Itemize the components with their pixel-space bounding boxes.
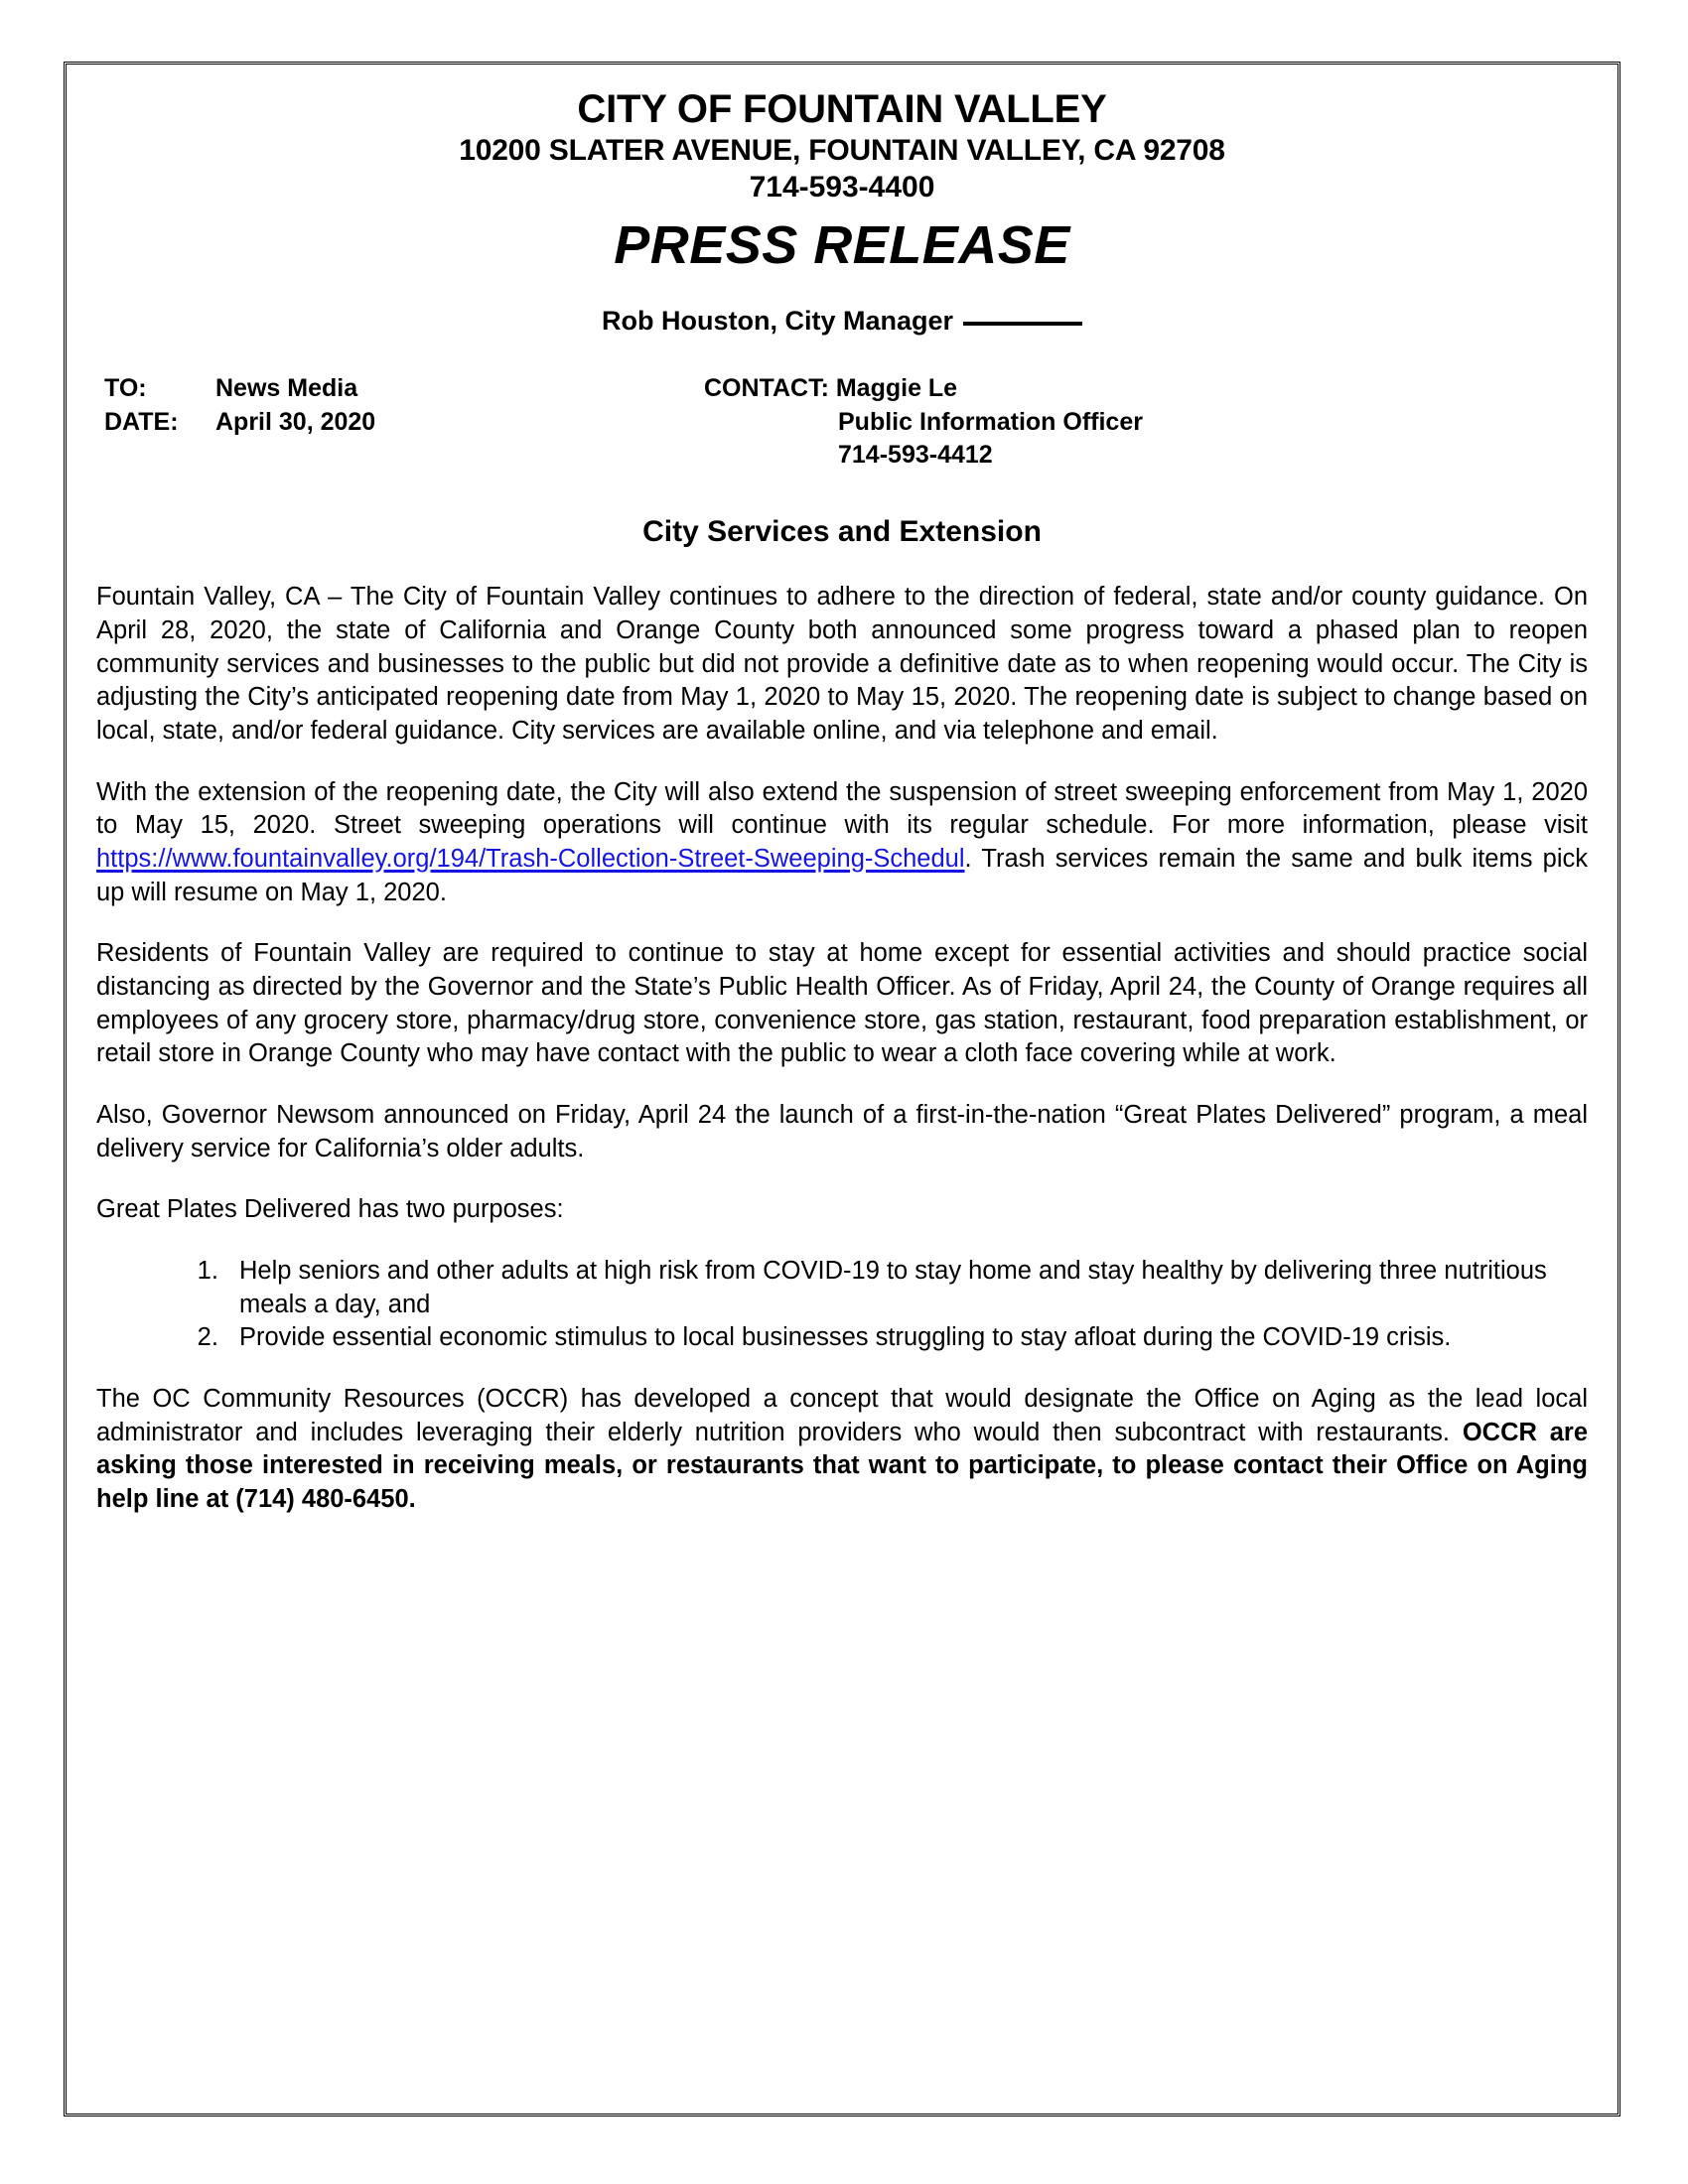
memo-header-contact <box>704 372 1143 473</box>
purposes-list <box>96 1255 1588 1355</box>
page-title: City Services and Extension <box>642 515 1042 549</box>
document-page-frame <box>64 62 1620 2116</box>
signer-row <box>96 306 1588 337</box>
organization-name: CITY OF FOUNTAIN VALLEY <box>577 87 1107 131</box>
paragraph-3: Residents of Fountain Valley are required to continue to stay at home except for essential activities and should practice social distancing as directed by the Governor and the State’s Public Health Officer. As of Friday, April 24, the County of Orange requires all employees of any grocery store, pharmacy/drug store, convenience store, gas station, restaurant, food preparation establishment, or retail store in Orange County who may have contact with the public to wear a cloth face covering while at work. <box>96 939 1588 1068</box>
memo-header-block <box>96 372 1588 481</box>
memo-row-date <box>104 406 581 440</box>
paragraph-6-bold-run: OCCR are asking those interested in receiving meals, or restaurants that want to participate, to please contact their Office on Aging help line at (714) 480-6450. <box>96 1418 1589 1513</box>
contact-name-line: CONTACT: Maggie Le <box>704 374 958 403</box>
list-item: 1. Help seniors and other adults at high risk from COVID-19 to stay home and stay healthy by delivering three nutritious meals a day, and <box>225 1255 1588 1321</box>
contact-title: Public Information Officer <box>838 407 1143 436</box>
contact-phone: 714-593-4412 <box>838 441 993 470</box>
paragraph-2 <box>96 776 1588 910</box>
signer-name: Rob Houston, City Manager <box>601 306 953 337</box>
paragraph-1: Fountain Valley, CA – The City of Fountain Valley continues to adhere to the direction of federal, state and/or county guidance. On April 28, 2020, the state of California and Orange County both announced some progress toward a phased plan to reopen community services and businesses to the public but did not provide a definitive date as to when reopening would occur. The City is adjusting the City’s anticipated reopening date from May 1, 2020 to May 15, 2020. The reopening date is subject to change based on local, state, and/or federal guidance. City services are available online, and via telephone and email. <box>96 583 1588 746</box>
document-type-title: PRESS RELEASE <box>614 215 1070 276</box>
memo-row-to <box>104 372 581 406</box>
paragraph-2-text-before-link: With the extension of the reopening date, the City will also extend the suspension of street sweeping enforcement from May 1, 2020 to May 15, 2020. Street sweeping operations will continue with its regular schedule. For more information, please visit <box>96 777 1588 840</box>
list-item: 2. Provide essential economic stimulus to local businesses struggling to stay afloat during the COVID-19 crisis. <box>225 1321 1588 1355</box>
paragraph-4: Also, Governor Newsom announced on Friday, April 24 the launch of a first-in-the-nation “Great Plates Delivered” program, a meal delivery service for California’s older adults. <box>96 1101 1588 1162</box>
letterhead <box>96 86 1588 337</box>
to-label: TO: <box>104 374 147 403</box>
paragraph-6 <box>96 1383 1588 1517</box>
street-sweeping-schedule-link[interactable]: https://www.fountainvalley.org/194/Trash-Collection-Street-Sweeping-Schedul <box>96 845 965 874</box>
paragraph-6-normal-run: The OC Community Resources (OCCR) has developed a concept that would designate the Office on Aging as the lead local administrator and includes leveraging their elderly nutrition providers who would then subcontract with restaurants. <box>96 1384 1588 1446</box>
paragraph-5: Great Plates Delivered has two purposes: <box>96 1195 564 1224</box>
signature-line <box>963 322 1082 326</box>
paragraph-2-text-after-link: . Trash services remain the same and bulk items pick up will resume on May 1, 2020. <box>96 845 1588 906</box>
document-content <box>67 65 1618 2114</box>
organization-phone: 714-593-4400 <box>749 170 935 204</box>
press-release-body <box>96 581 1588 1516</box>
date-value: April 30, 2020 <box>215 407 376 436</box>
memo-header-left <box>104 372 581 439</box>
organization-address: 10200 SLATER AVENUE, FOUNTAIN VALLEY, CA 92708 <box>459 134 1225 168</box>
date-label: DATE: <box>104 407 179 436</box>
to-value: News Media <box>215 374 358 403</box>
